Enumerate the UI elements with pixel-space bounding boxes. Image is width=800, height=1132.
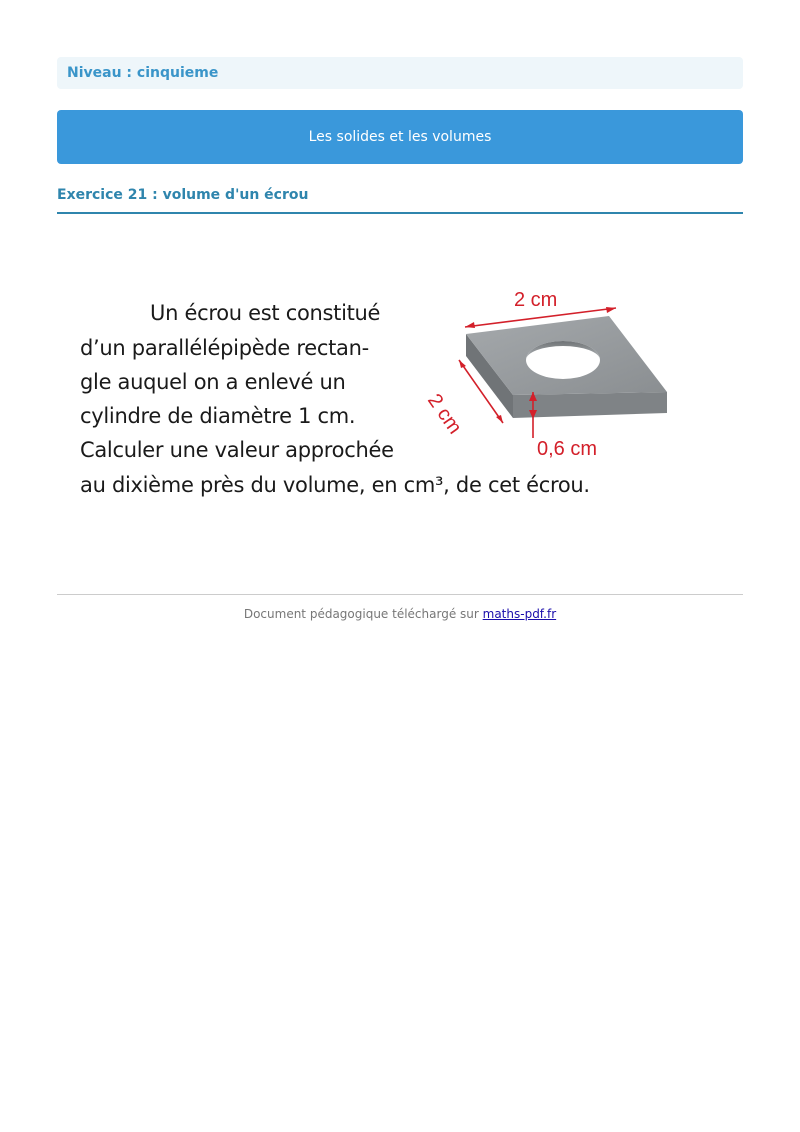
top-width-arrowhead-right [606, 307, 616, 313]
level-label: Niveau : cinquieme [57, 57, 743, 89]
exercise-title-text: Exercice 21 : volume d'un écrou [57, 187, 309, 203]
footer-text: Document pédagogique téléchargé sur [243, 607, 483, 621]
footer-divider [57, 594, 743, 595]
chapter-banner: Les solides et les volumes [57, 110, 743, 164]
top-width-arrowhead-left [465, 322, 475, 328]
nut-front-face [513, 392, 667, 418]
exercise-line-1: Un écrou est constitué [150, 301, 381, 325]
height-label: 0,6 cm [537, 438, 598, 460]
depth-arrowhead-bottom [496, 415, 503, 423]
top-width-label: 2 cm [514, 289, 558, 311]
footer-link[interactable]: maths-pdf.fr [482, 607, 557, 621]
exercise-title [57, 186, 743, 214]
depth-label: 2 cm [422, 390, 466, 439]
exercise-line-6: au dixième près du volume, en cm³, de cet écrou. [80, 473, 590, 497]
exercise-line-4: cylindre de diamètre 1 cm. [80, 404, 356, 428]
nut-diagram [422, 282, 677, 472]
footer [57, 607, 743, 621]
exercise-line-3: gle auquel on a enlevé un [80, 370, 346, 394]
exercise-line-2: d’un parallélépipède rectan- [80, 336, 369, 360]
depth-arrowhead-top [459, 360, 466, 368]
exercise-line-5: Calculer une valeur approchée [80, 438, 394, 462]
